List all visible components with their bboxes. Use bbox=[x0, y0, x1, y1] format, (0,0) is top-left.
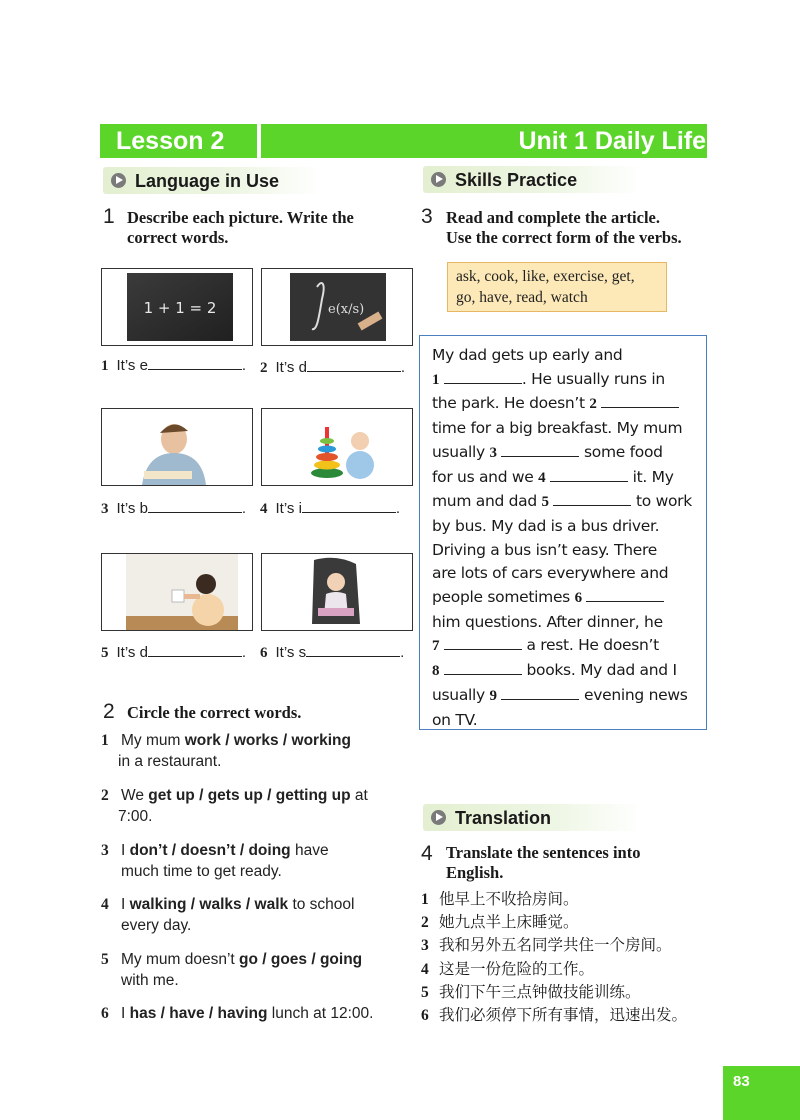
picture-box-6 bbox=[261, 553, 413, 631]
item-number: 4 bbox=[421, 960, 429, 978]
item-end: . bbox=[400, 359, 406, 376]
translation-item bbox=[421, 934, 687, 957]
item-4-label bbox=[260, 498, 400, 518]
item-text: 我们下午三点钟做技能训练。 bbox=[439, 983, 641, 1001]
item-text: 他早上不收拾房间。 bbox=[439, 891, 579, 908]
item-continuation: with me. bbox=[121, 972, 179, 989]
article-blank-6[interactable] bbox=[586, 587, 664, 602]
item-text: 我们必须停下所有事情，迅速出发。 bbox=[439, 1007, 688, 1025]
item-pre: I bbox=[121, 842, 130, 859]
item-text: It’s b bbox=[116, 500, 148, 517]
article-text-run: it. My bbox=[627, 467, 674, 486]
play-icon bbox=[111, 173, 126, 188]
item-6-label bbox=[260, 642, 404, 662]
item-pre: I bbox=[121, 1005, 130, 1022]
word-box bbox=[447, 262, 667, 312]
task2-instruction: Circle the correct words. bbox=[127, 703, 302, 722]
item-text: It’s d bbox=[116, 644, 148, 661]
translation-list bbox=[421, 888, 687, 1027]
translation-item bbox=[421, 958, 687, 981]
item-number: 2 bbox=[421, 914, 429, 932]
task4-instruction bbox=[446, 843, 640, 883]
article-box bbox=[419, 335, 707, 730]
task4-instruction-line2: English. bbox=[446, 863, 504, 882]
task1-number: 1 bbox=[103, 205, 115, 228]
task4-number: 4 bbox=[421, 842, 433, 865]
item-post: lunch at 12:00. bbox=[267, 1005, 374, 1022]
item-text: It’s d bbox=[275, 359, 307, 376]
task2-item-4 bbox=[101, 894, 355, 936]
picture-box-4 bbox=[261, 408, 413, 486]
article-line bbox=[432, 441, 692, 466]
item-3-label bbox=[101, 498, 246, 518]
item-options[interactable]: get up / gets up / getting up bbox=[148, 787, 351, 804]
article-text-run: to work bbox=[631, 492, 692, 511]
article-line bbox=[432, 368, 692, 393]
blank-number: 6 bbox=[574, 590, 582, 607]
item-pre: My mum bbox=[121, 732, 185, 749]
item-number: 6 bbox=[421, 1007, 429, 1025]
formula-picture bbox=[262, 269, 412, 345]
item-number: 5 bbox=[421, 983, 429, 1001]
item-options[interactable]: has / have / having bbox=[129, 1005, 268, 1022]
article-text-run: mum and dad bbox=[432, 492, 542, 511]
item-number: 1 bbox=[101, 732, 109, 749]
answer-blank[interactable] bbox=[148, 642, 242, 657]
item-end: . bbox=[241, 500, 247, 517]
header-divider bbox=[257, 124, 261, 158]
item-text: It’s e bbox=[116, 357, 148, 374]
answer-blank[interactable] bbox=[148, 355, 242, 370]
item-number: 3 bbox=[101, 842, 109, 859]
section-title-skills: Skills Practice bbox=[455, 170, 578, 190]
item-text: It’s i bbox=[275, 500, 302, 517]
item-end: . bbox=[400, 644, 405, 661]
article-line: him questions. After dinner, he bbox=[432, 612, 663, 631]
item-number: 6 bbox=[101, 1005, 109, 1022]
item-options[interactable]: don’t / doesn’t / doing bbox=[129, 842, 291, 859]
item-text: It’s s bbox=[275, 644, 307, 661]
item-pre: I bbox=[121, 896, 130, 913]
item-number: 1 bbox=[101, 358, 109, 374]
task1-instruction-line2: correct words. bbox=[127, 228, 229, 247]
article-text bbox=[432, 344, 692, 732]
item-options[interactable]: work / works / working bbox=[184, 732, 351, 749]
article-blank-3[interactable] bbox=[501, 442, 579, 457]
item-number: 1 bbox=[421, 891, 429, 908]
article-line bbox=[432, 659, 692, 684]
task2-number: 2 bbox=[103, 700, 115, 723]
article-text-run: usually bbox=[432, 685, 490, 704]
item-1-label bbox=[101, 355, 246, 375]
task4-instruction-line1: Translate the sentences into bbox=[446, 843, 641, 862]
task3-instruction-line2: Use the correct form of the verbs. bbox=[446, 228, 682, 247]
translation-item bbox=[421, 981, 687, 1004]
article-line: time for a big breakfast. My mum bbox=[432, 419, 683, 438]
article-blank-7[interactable] bbox=[444, 635, 522, 650]
article-line bbox=[432, 490, 692, 515]
article-line: My dad gets up early and bbox=[432, 346, 623, 364]
baby-seat-picture bbox=[262, 554, 412, 630]
article-text-run: people sometimes bbox=[432, 588, 575, 607]
item-end: . bbox=[241, 644, 247, 661]
translation-item bbox=[421, 1004, 687, 1027]
item-text: 我和另外五名同学共住一个房间。 bbox=[439, 937, 672, 955]
article-text-run: for us and we bbox=[432, 467, 539, 486]
lesson-title: Lesson 2 bbox=[116, 127, 225, 155]
word-box-line2: go, have, read, watch bbox=[456, 289, 588, 306]
section-banner-skills bbox=[423, 166, 641, 193]
section-banner-language bbox=[103, 167, 321, 194]
translation-item bbox=[421, 888, 687, 911]
task2-item-6 bbox=[101, 1003, 373, 1024]
item-number: 3 bbox=[101, 501, 109, 517]
item-continuation: much time to get ready. bbox=[121, 863, 282, 880]
item-end: . bbox=[241, 357, 247, 374]
item-continuation: 7:00. bbox=[118, 808, 153, 825]
item-2-label bbox=[260, 357, 405, 377]
svg-text:e(x/s): e(x/s) bbox=[328, 302, 365, 317]
item-text: 这是一份危险的工作。 bbox=[439, 960, 595, 978]
answer-blank[interactable] bbox=[302, 498, 396, 513]
chalk-equation: 1 + 1 = 2 bbox=[143, 299, 217, 317]
section-title-language: Language in Use bbox=[135, 171, 280, 191]
play-icon bbox=[431, 172, 446, 187]
item-pre: My mum doesn’t bbox=[121, 951, 240, 968]
task3-instruction bbox=[446, 208, 682, 248]
bored-student-picture bbox=[102, 409, 252, 485]
article-line: are lots of cars everywhere and bbox=[432, 564, 669, 583]
item-continuation: every day. bbox=[121, 917, 192, 934]
translation-item bbox=[421, 911, 687, 934]
item-number: 4 bbox=[260, 501, 268, 517]
picture-box-1 bbox=[101, 268, 253, 346]
task2-item-5 bbox=[101, 949, 362, 991]
picture-box-5 bbox=[101, 553, 253, 631]
article-line: by bus. My dad is a bus driver. bbox=[432, 516, 660, 535]
item-number: 6 bbox=[260, 645, 268, 661]
article-blank-2[interactable] bbox=[601, 393, 679, 408]
article-text-run: . He usually runs in bbox=[521, 369, 665, 388]
word-box-line1: ask, cook, like, exercise, get, bbox=[456, 268, 635, 285]
task1-instruction-line1: Describe each picture. Write the bbox=[127, 208, 354, 227]
article-blank-4[interactable] bbox=[550, 467, 628, 482]
answer-blank[interactable] bbox=[148, 498, 242, 513]
page-number: 83 bbox=[733, 1073, 750, 1090]
chalkboard-picture bbox=[102, 269, 252, 345]
item-number: 5 bbox=[101, 951, 109, 968]
blank-number: 3 bbox=[489, 444, 497, 461]
baby-outlet-picture bbox=[102, 554, 252, 630]
article-text-run: the park. He doesn’t bbox=[432, 394, 590, 413]
article-line bbox=[432, 586, 692, 611]
article-line bbox=[432, 684, 692, 709]
answer-blank[interactable] bbox=[307, 357, 401, 372]
article-blank-1[interactable] bbox=[444, 369, 522, 384]
item-5-label bbox=[101, 642, 246, 662]
article-line bbox=[432, 466, 692, 491]
article-text-run: a rest. He doesn’t bbox=[521, 636, 659, 655]
article-line: on TV. bbox=[432, 710, 478, 729]
picture-box-2 bbox=[261, 268, 413, 346]
blank-number: 8 bbox=[432, 663, 440, 680]
item-number: 4 bbox=[101, 896, 109, 913]
item-continuation: in a restaurant. bbox=[118, 753, 222, 770]
section-banner-translation bbox=[423, 804, 641, 831]
task2-item-1 bbox=[101, 730, 351, 772]
play-icon bbox=[431, 810, 446, 825]
blank-number: 4 bbox=[538, 469, 546, 486]
item-post: at bbox=[350, 787, 368, 804]
article-line bbox=[432, 392, 692, 417]
task2-item-2 bbox=[101, 785, 368, 827]
article-text-run: usually bbox=[432, 442, 490, 461]
article-blank-5[interactable] bbox=[553, 491, 631, 506]
item-end: . bbox=[395, 500, 401, 517]
task1-instruction bbox=[127, 208, 354, 248]
page-number-tab bbox=[723, 1066, 800, 1120]
article-blank-9[interactable] bbox=[501, 685, 579, 700]
picture-box-3 bbox=[101, 408, 253, 486]
blank-number: 9 bbox=[489, 687, 497, 704]
task2-item-3 bbox=[101, 840, 329, 882]
blank-number: 1 bbox=[432, 371, 440, 388]
article-text-run: some food bbox=[579, 442, 663, 461]
article-blank-8[interactable] bbox=[444, 660, 522, 675]
article-line: Driving a bus isn’t easy. There bbox=[432, 540, 657, 559]
item-number: 2 bbox=[260, 360, 268, 376]
baby-toy-picture bbox=[262, 409, 412, 485]
item-post: to school bbox=[288, 896, 355, 913]
item-number: 5 bbox=[101, 645, 109, 661]
article-text-run: evening news bbox=[579, 685, 688, 704]
article-text-run: books. My dad and I bbox=[521, 661, 677, 680]
item-options[interactable]: walking / walks / walk bbox=[129, 896, 289, 913]
section-title-translation: Translation bbox=[455, 808, 552, 828]
item-number: 2 bbox=[101, 787, 109, 804]
article-line bbox=[432, 634, 692, 659]
item-number: 3 bbox=[421, 937, 429, 955]
unit-title: Unit 1 Daily Life bbox=[518, 127, 706, 155]
item-text: 她九点半上床睡觉。 bbox=[439, 914, 579, 932]
blank-number: 2 bbox=[589, 396, 597, 413]
answer-blank[interactable] bbox=[306, 642, 400, 657]
blank-number: 7 bbox=[432, 638, 440, 655]
item-post: have bbox=[290, 842, 329, 859]
task3-instruction-line1: Read and complete the article. bbox=[446, 208, 660, 227]
task3-number: 3 bbox=[421, 205, 433, 228]
item-pre: We bbox=[121, 787, 149, 804]
blank-number: 5 bbox=[541, 494, 549, 511]
item-options[interactable]: go / goes / going bbox=[239, 951, 363, 968]
